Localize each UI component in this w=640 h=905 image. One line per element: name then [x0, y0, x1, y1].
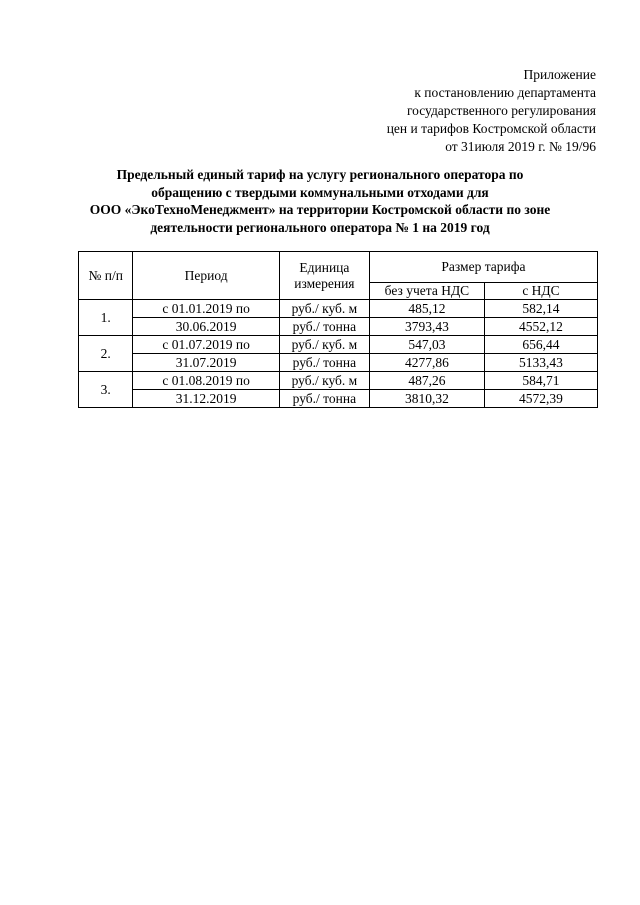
- appendix-line: цен и тарифов Костромской области: [386, 121, 596, 136]
- row-period-to: 31.07.2019: [133, 354, 279, 372]
- row-unit-t: руб./ тонна: [279, 354, 369, 372]
- header-num: № п/п: [79, 252, 133, 300]
- row-unit-m3: руб./ куб. м: [279, 336, 369, 354]
- row-period-to: 31.12.2019: [133, 390, 279, 408]
- row-value: 4572,39: [484, 390, 597, 408]
- appendix-line: от 31июля 2019 г. № 19/96: [445, 139, 596, 154]
- table-row: [79, 372, 598, 390]
- header-period: Период: [133, 252, 279, 300]
- row-value: 485,12: [369, 300, 484, 318]
- header-unit: [279, 252, 369, 300]
- row-value: 4277,86: [369, 354, 484, 372]
- row-period-from: с 01.01.2019 по: [133, 300, 279, 318]
- table-header-row: [79, 252, 598, 283]
- row-num: 3.: [79, 372, 133, 408]
- header-with-vat: с НДС: [484, 283, 597, 300]
- table-row: [79, 354, 598, 372]
- row-value: 3793,43: [369, 318, 484, 336]
- appendix-header: [387, 66, 596, 156]
- row-num: 2.: [79, 336, 133, 372]
- row-value: 5133,43: [484, 354, 597, 372]
- title-line: деятельности регионального оператора № 1 на 2019 год: [150, 219, 490, 235]
- row-value: 656,44: [484, 336, 597, 354]
- header-unit-line1: Единица: [299, 259, 350, 275]
- header-unit-line2: измерения: [294, 275, 355, 291]
- appendix-line: Приложение: [523, 67, 596, 82]
- header-without-vat: без учета НДС: [369, 283, 484, 300]
- title-line: обращению с твердыми коммунальными отходами для: [151, 184, 489, 200]
- row-unit-m3: руб./ куб. м: [279, 300, 369, 318]
- table-row: [79, 300, 598, 318]
- appendix-line: к постановлению департамента: [414, 85, 596, 100]
- row-unit-m3: руб./ куб. м: [279, 372, 369, 390]
- row-unit-t: руб./ тонна: [279, 390, 369, 408]
- row-period-to: 30.06.2019: [133, 318, 279, 336]
- title-line: Предельный единый тариф на услугу регионального оператора по: [116, 167, 524, 182]
- row-value: 487,26: [369, 372, 484, 390]
- table-row: [79, 318, 598, 336]
- row-unit-t: руб./ тонна: [279, 318, 369, 336]
- row-value: 584,71: [484, 372, 597, 390]
- row-value: 582,14: [484, 300, 597, 318]
- row-value: 4552,12: [484, 318, 597, 336]
- table-row: [79, 336, 598, 354]
- row-period-from: с 01.08.2019 по: [133, 372, 279, 390]
- row-value: 547,03: [369, 336, 484, 354]
- document-title: [60, 166, 580, 236]
- row-period-from: с 01.07.2019 по: [133, 336, 279, 354]
- row-value: 3810,32: [369, 390, 484, 408]
- header-tariff-size: Размер тарифа: [369, 252, 597, 283]
- tariff-table: [78, 251, 598, 408]
- appendix-line: государственного регулирования: [406, 103, 596, 118]
- table-row: [79, 390, 598, 408]
- title-line: ООО «ЭкоТехноМенеджмент» на территории Костромской области по зоне: [89, 202, 551, 217]
- row-num: 1.: [79, 300, 133, 336]
